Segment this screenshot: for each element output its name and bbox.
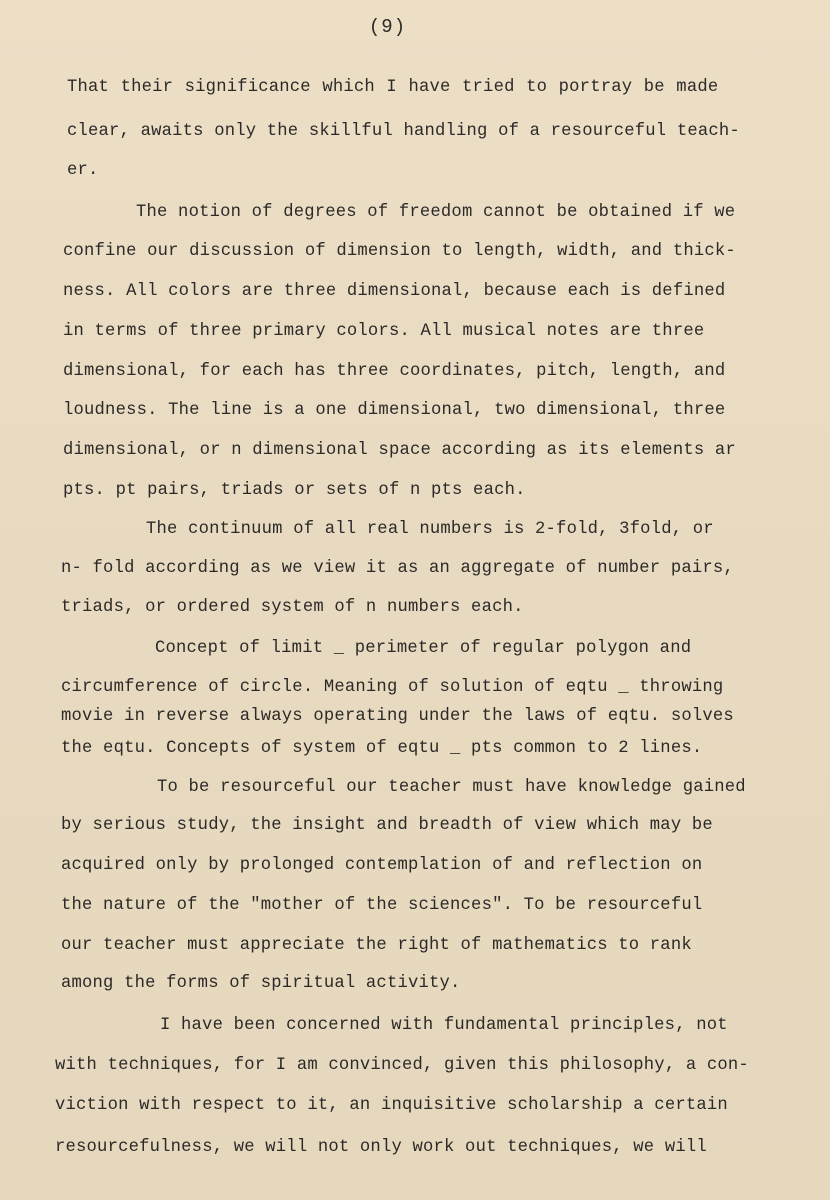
text-line: among the forms of spiritual activity.: [61, 974, 461, 993]
text-line: To be resourceful our teacher must have knowledge gained: [157, 778, 746, 797]
text-line: The continuum of all real numbers is 2-fold, 3fold, or: [146, 520, 714, 539]
text-line: dimensional, or n dimensional space according as its elements ar: [63, 441, 736, 460]
text-line: viction with respect to it, an inquisitive scholarship a certain: [55, 1096, 728, 1115]
text-line: acquired only by prolonged contemplation of and reflection on: [61, 856, 703, 875]
text-line: ness. All colors are three dimensional, because each is defined: [63, 282, 726, 301]
text-line: the eqtu. Concepts of system of eqtu _ pts common to 2 lines.: [61, 739, 703, 758]
text-line: circumference of circle. Meaning of solution of eqtu _ throwing: [61, 678, 724, 697]
text-line: movie in reverse always operating under the laws of eqtu. solves: [61, 707, 734, 726]
text-line: Concept of limit _ perimeter of regular polygon and: [155, 639, 692, 658]
text-line: n- fold according as we view it as an aggregate of number pairs,: [61, 559, 734, 578]
text-line: by serious study, the insight and breadth of view which may be: [61, 816, 713, 835]
text-line: dimensional, for each has three coordinates, pitch, length, and: [63, 362, 726, 381]
text-line: The notion of degrees of freedom cannot be obtained if we: [136, 203, 736, 222]
text-line: resourcefulness, we will not only work out techniques, we will: [55, 1138, 707, 1157]
text-line: clear, awaits only the skillful handling of a resourceful teach-: [67, 122, 740, 141]
page-number: (9): [368, 16, 407, 38]
text-line: er.: [67, 161, 99, 180]
text-line: That their significance which I have tried to portray be made: [67, 78, 719, 97]
text-line: confine our discussion of dimension to length, width, and thick-: [63, 242, 736, 261]
text-line: with techniques, for I am convinced, given this philosophy, a con-: [55, 1056, 749, 1075]
text-line: triads, or ordered system of n numbers each.: [61, 598, 524, 617]
text-line: the nature of the "mother of the sciences". To be resourceful: [61, 896, 703, 915]
text-line: in terms of three primary colors. All musical notes are three: [63, 322, 705, 341]
text-line: loudness. The line is a one dimensional, two dimensional, three: [63, 401, 726, 420]
text-line: I have been concerned with fundamental principles, not: [160, 1016, 728, 1035]
text-line: our teacher must appreciate the right of mathematics to rank: [61, 936, 692, 955]
text-line: pts. pt pairs, triads or sets of n pts each.: [63, 481, 526, 500]
